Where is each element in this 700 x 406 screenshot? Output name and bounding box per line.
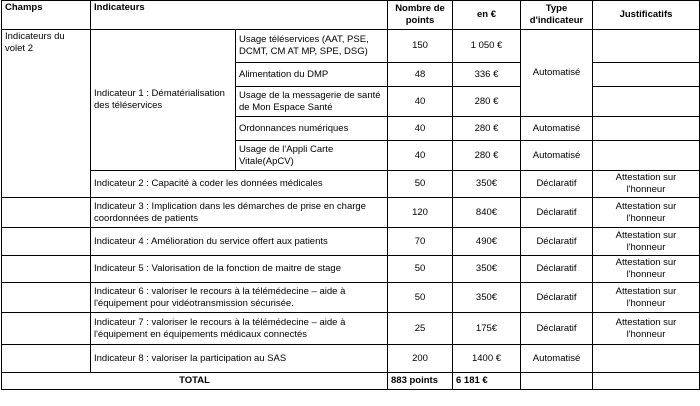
- indicator-1-type: Automatisé: [521, 30, 593, 117]
- indicator-justif: Attestation sur l'honneur: [593, 198, 700, 228]
- header-row: [2, 1, 700, 30]
- indicator-euros: 840€: [453, 198, 521, 228]
- champ-cell: Indicateurs du volet 2: [2, 30, 91, 198]
- total-label: TOTAL: [2, 373, 388, 390]
- table-row: [2, 171, 700, 198]
- subrow-euros: 336 €: [453, 63, 521, 87]
- subrow-label: Ordonnances numériques: [236, 117, 388, 141]
- indicator-euros: 175€: [453, 313, 521, 345]
- header-type: Type d'indicateur: [521, 1, 593, 30]
- subrow-type: Automatisé: [521, 117, 593, 141]
- indicator-1-label: Indicateur 1 : Dématérialisation des téléservices: [91, 30, 236, 171]
- subrow-label: Usage de l'Appli Carte Vitale(ApCV): [236, 141, 388, 171]
- subrow-points: 48: [388, 63, 453, 87]
- subrow-type: Automatisé: [521, 141, 593, 171]
- indicator-points: 70: [388, 228, 453, 256]
- indicator-justif: Attestation sur l'honneur: [593, 256, 700, 283]
- indicator-euros: 1400 €: [453, 345, 521, 373]
- indicator-type: Déclaratif: [521, 198, 593, 228]
- subrow-euros: 1 050 €: [453, 30, 521, 63]
- subrow-points: 40: [388, 117, 453, 141]
- subrow-justif: [593, 117, 700, 141]
- subrow-justif: [593, 141, 700, 171]
- indicator-euros: 490€: [453, 228, 521, 256]
- indicator-label: Indicateur 3 : Implication dans les démarches de prise en charge coordonnées de patients: [91, 198, 388, 228]
- indicator-type: Déclaratif: [521, 171, 593, 198]
- subrow-euros: 280 €: [453, 117, 521, 141]
- subrow-points: 40: [388, 87, 453, 117]
- table-row: [2, 313, 700, 345]
- header-points: Nombre de points: [388, 1, 453, 30]
- subrow-justif: [593, 30, 700, 63]
- subrow-label: Usage téléservices (AAT, PSE, DCMT, CM AT MP, SPE, DSG): [236, 30, 388, 63]
- indicator-points: 120: [388, 198, 453, 228]
- indicator-justif: Attestation sur l'honneur: [593, 171, 700, 198]
- header-euros: en €: [453, 1, 521, 30]
- indicator-justif: Attestation sur l'honneur: [593, 283, 700, 313]
- indicator-points: 200: [388, 345, 453, 373]
- total-row: [2, 373, 700, 390]
- indicator-type: Déclaratif: [521, 228, 593, 256]
- subrow-points: 150: [388, 30, 453, 63]
- indicator-points: 50: [388, 256, 453, 283]
- indicator-label: Indicateur 8 : valoriser la participation au SAS: [91, 345, 388, 373]
- indicator-label: Indicateur 7 : valoriser le recours à la télémédecine – aide à l'équipement en équipements médicaux connectés: [91, 313, 388, 345]
- indicator-type: Déclaratif: [521, 313, 593, 345]
- indicator-justif: Attestation sur l'honneur: [593, 228, 700, 256]
- subrow-points: 40: [388, 141, 453, 171]
- indicator-points: 50: [388, 171, 453, 198]
- subrow-justif: [593, 87, 700, 117]
- table-row: [2, 228, 700, 256]
- indicator-label: Indicateur 5 : Valorisation de la fonction de maitre de stage: [91, 256, 388, 283]
- table-row: [2, 283, 700, 313]
- indicator-euros: 350€: [453, 283, 521, 313]
- table-row: [2, 30, 700, 63]
- subrow-justif: [593, 63, 700, 87]
- indicator-label: Indicateur 6 : valoriser le recours à la télémédecine – aide à l'équipement pour vidéotransmission sécurisée.: [91, 283, 388, 313]
- total-points: 883 points: [388, 373, 453, 390]
- subrow-label: Alimentation du DMP: [236, 63, 388, 87]
- indicator-type: Déclaratif: [521, 283, 593, 313]
- subrow-euros: 280 €: [453, 141, 521, 171]
- total-euros: 6 181 €: [453, 373, 521, 390]
- table-row: [2, 345, 700, 373]
- indicator-points: 25: [388, 313, 453, 345]
- indicator-label: Indicateur 2 : Capacité à coder les données médicales: [91, 171, 388, 198]
- header-justificatifs: Justificatifs: [593, 1, 700, 30]
- indicator-points: 50: [388, 283, 453, 313]
- indicator-type: Déclaratif: [521, 256, 593, 283]
- indicator-label: Indicateur 4 : Amélioration du service offert aux patients: [91, 228, 388, 256]
- indicator-type: Automatisé: [521, 345, 593, 373]
- subrow-label: Usage de la messagerie de santé de Mon Espace Santé: [236, 87, 388, 117]
- table-row: [2, 256, 700, 283]
- indicator-justif: [593, 345, 700, 373]
- indicator-euros: 350€: [453, 171, 521, 198]
- indicator-euros: 350€: [453, 256, 521, 283]
- indicators-table: [1, 0, 700, 390]
- header-indicateurs: Indicateurs: [91, 1, 388, 30]
- header-champs: Champs: [2, 1, 91, 30]
- table-row: [2, 198, 700, 228]
- indicator-justif: Attestation sur l'honneur: [593, 313, 700, 345]
- subrow-euros: 280 €: [453, 87, 521, 117]
